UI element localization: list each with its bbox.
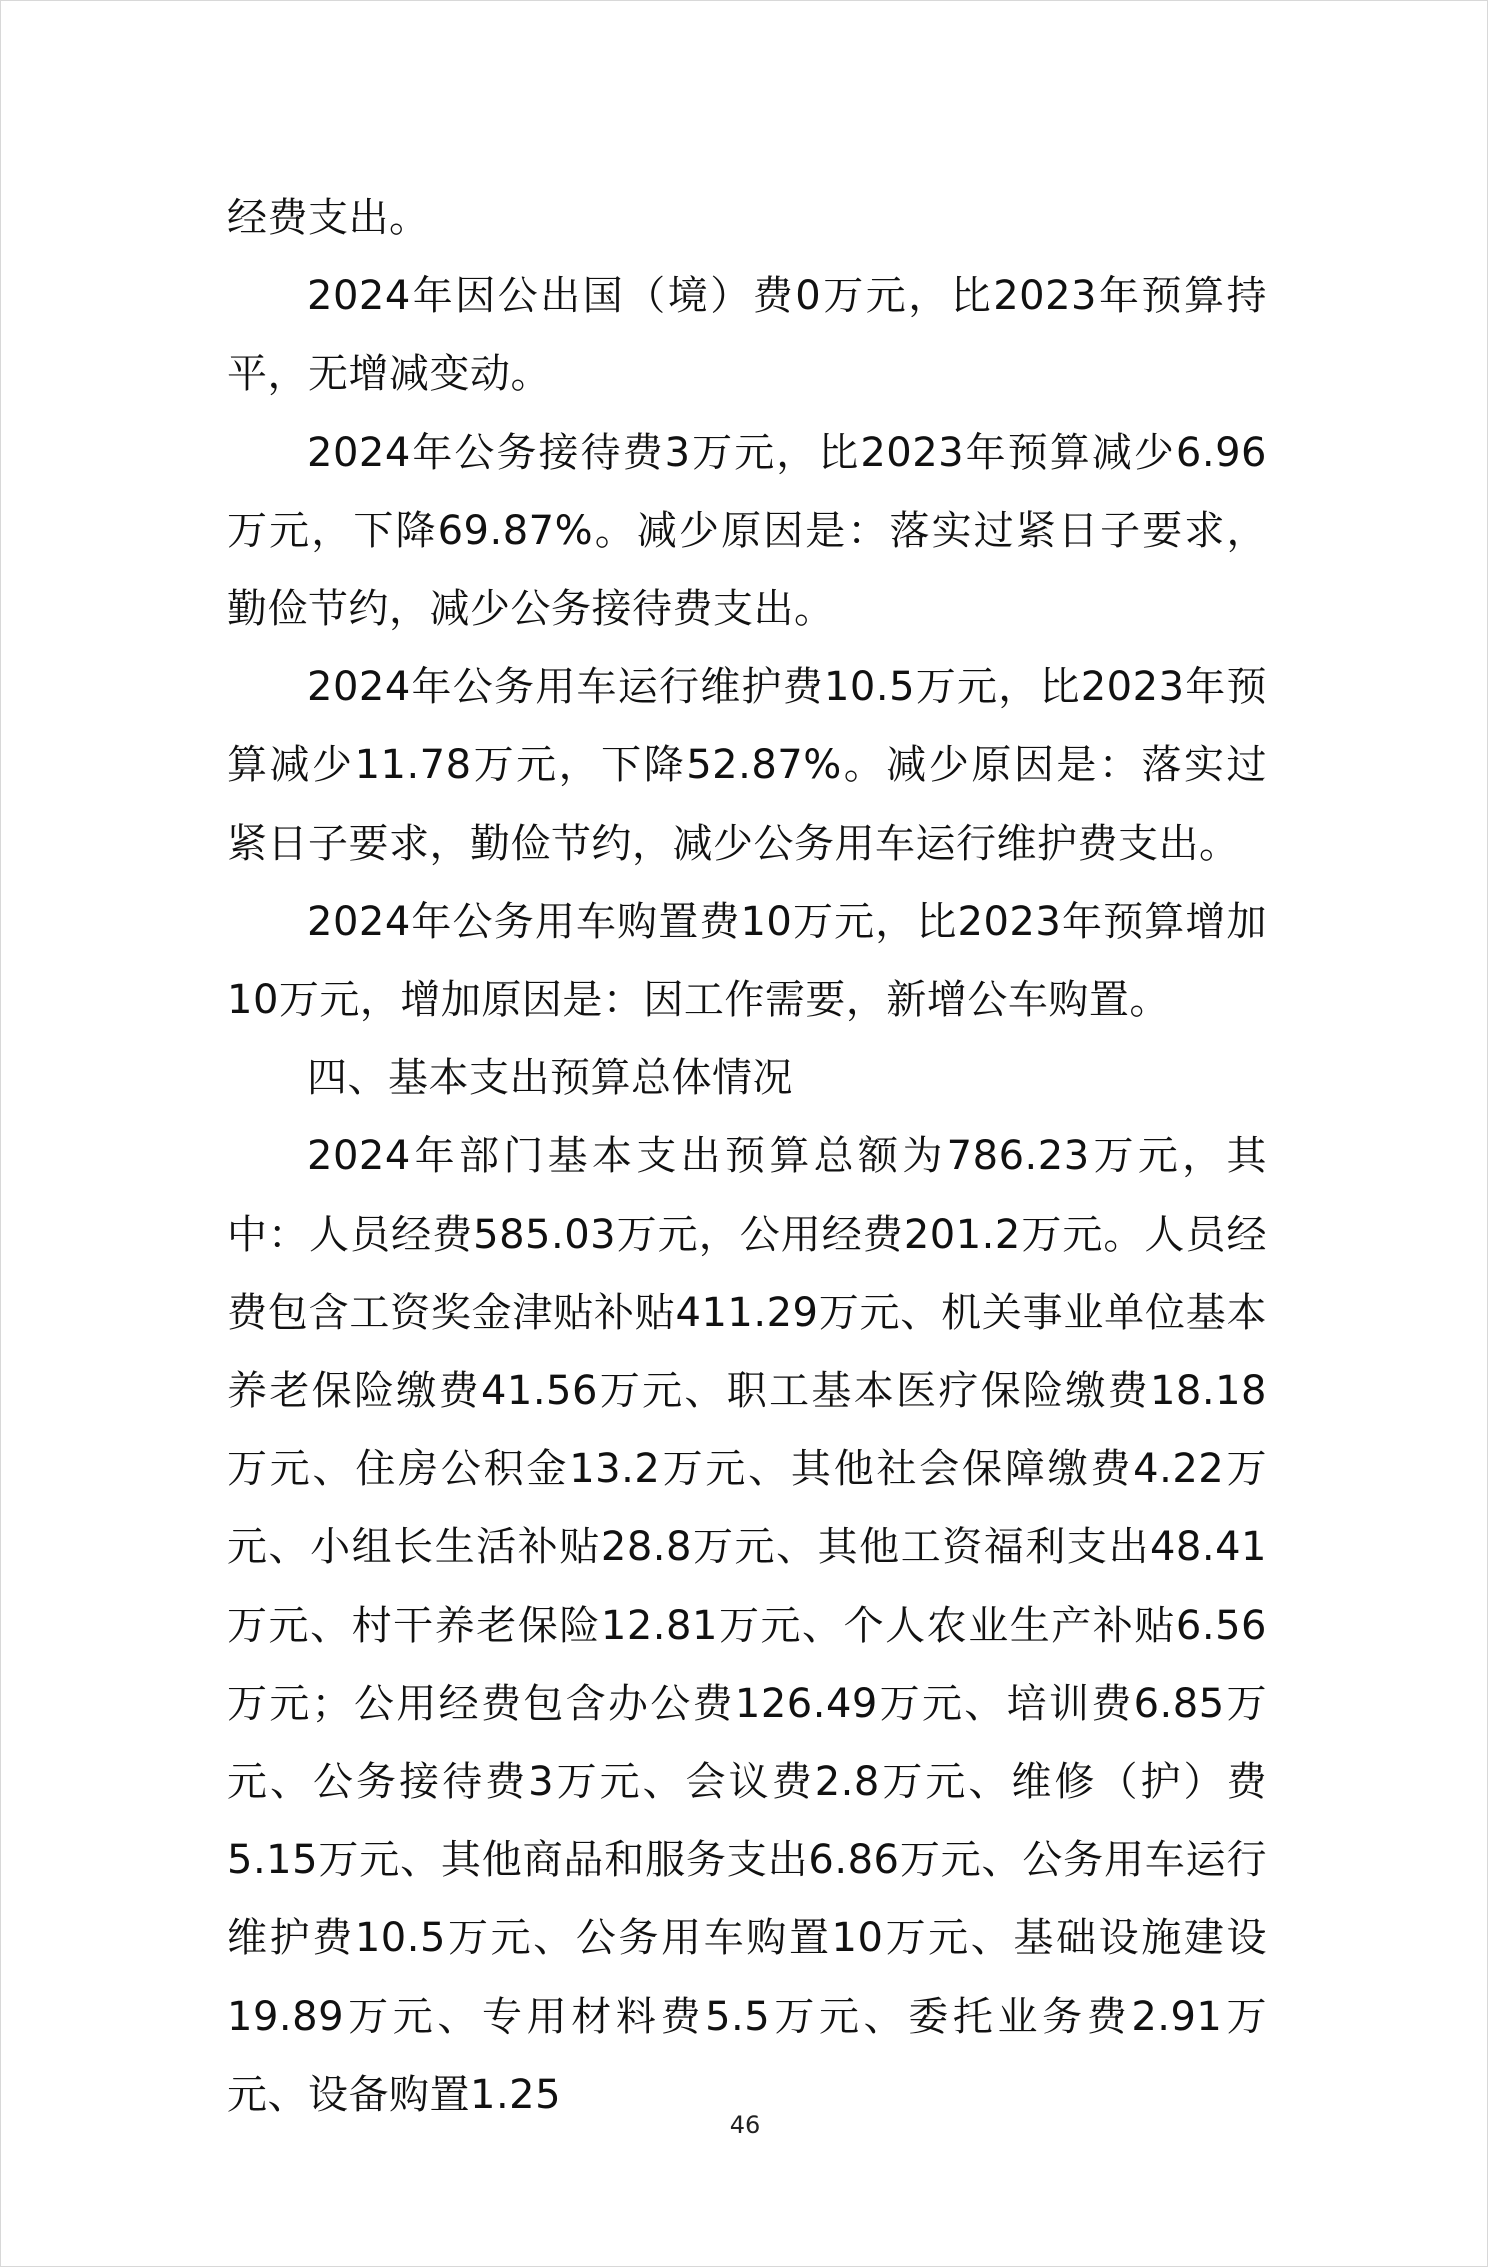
paragraph-vehicle-maintenance: 2024年公务用车运行维护费10.5万元，比2023年预算减少11.78万元，下降52.87%。减少原因是：落实过紧日子要求，勤俭节约，减少公务用车运行维护费支出。 — [227, 664, 1267, 867]
body-text — [227, 179, 1267, 2134]
paragraph-reception: 2024年公务接待费3万元，比2023年预算减少6.96万元，下降69.87%。减少原因是：落实过紧日子要求，勤俭节约，减少公务接待费支出。 — [227, 429, 1267, 633]
paragraph-vehicle-purchase: 2024年公务用车购置费10万元，比2023年预算增加10万元，增加原因是：因工作需要，新增公车购置。 — [227, 898, 1267, 1024]
section-heading: 四、基本支出预算总体情况 — [307, 1055, 793, 1102]
page-number: 46 — [729, 2111, 761, 2139]
paragraph-continuation: 经费支出。 — [227, 195, 430, 241]
paragraph-basic-expenditure: 2024年部门基本支出预算总额为786.23万元，其中：人员经费585.03万元，公用经费201.2万元。人员经费包含工资奖金津贴补贴411.29万元、机关事业单位基本养老保险缴费41.56万元、职工基本医疗保险缴费18.18万元、住房公积金13.2万元、其他社会保障缴费4.22万元、小组长生活补贴28.8万元、其他工资福利支出48.41万元、村干养老保险12.81万元、个人农业生产补贴6.56万元；公用经费包含办公费126.49万元、培训费6.85万元、公务接待费3万元、会议费2.8万元、维修（护）费5.15万元、其他商品和服务支出6.86万元、公务用车运行维护费10.5万元、公务用车购置10万元、基础设施建设19.89万元、专用材料费5.5万元、委托业务费2.91万元、设备购置1.25 — [227, 1133, 1267, 2118]
paragraph-overseas-travel: 2024年因公出国（境）费0万元，比2023年预算持平，无增减变动。 — [227, 273, 1267, 398]
